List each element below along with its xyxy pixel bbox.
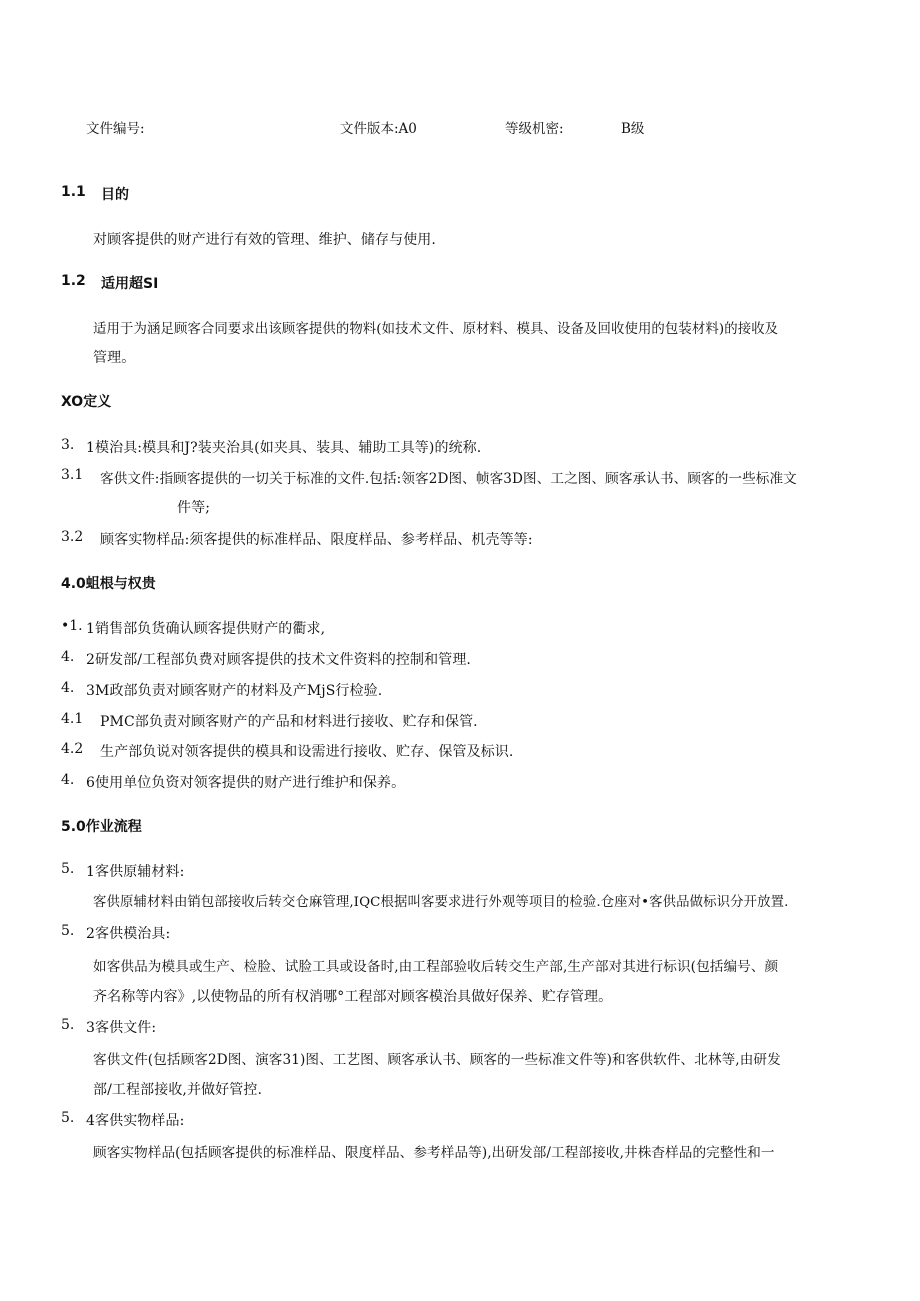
proc-item-text: 顾客实物样品(包括顾客提供的标准样品、限度样品、参考样品等),出研发部/工程部接收,井株杳样品的完整性和一 [93, 1145, 775, 1161]
doc-version-label: 文件版本:A0 [340, 121, 417, 137]
def-item-text: 客供文件:指顾客提供的一切关于标准的文件.包括:领客2D图、帧客3D图、工之图、顾客承认书、顾客的一些标准文 [100, 471, 797, 487]
proc-item-label: 1客供原辅材料: [86, 864, 185, 880]
resp-item-text: 3M政部负责对顾客财产的材料及产MjS行检验. [86, 683, 383, 699]
resp-item-text: 2研发部/工程部负费对顾客提供的技术文件资料的控制和管理. [86, 652, 471, 668]
secret-level-label: 等级机密: [505, 121, 564, 137]
def-item-number: 3.1 [61, 467, 84, 483]
proc-item-label: 2客供模治具: [86, 926, 171, 942]
def-item-text: 1模治具:模具和J?装夹治具(如夹具、装具、辅助工具等)的统称. [86, 440, 482, 456]
resp-item-number: 4. [61, 680, 75, 696]
doc-number-label: 文件编号: [86, 121, 145, 137]
def-item-number: 3. [61, 437, 75, 453]
proc-item-text: 客供原辅材料由销包部接收后转交仓麻管理,IQC根据叫客要求进行外观等项目的检验.仓座对•客供品做标识分开放置. [93, 895, 789, 910]
def-item-number: 3.2 [61, 529, 84, 545]
resp-item-text: 6使用单位负资对领客提供的财产进行维护和保养。 [86, 775, 406, 791]
proc-item-number: 5. [61, 1110, 75, 1126]
proc-item-text: 如客供品为模具或生产、检脸、试脸工具或设备时,由工程部验收后转交生产部,生产部对其进行标识(包括编号、颜 [93, 959, 779, 975]
resp-item-number: 4.1 [61, 711, 84, 727]
proc-item-text: 齐名称等内容》,以使物品的所有权消哪°工程部对顾客模治具做好保养、贮存管理。 [93, 989, 613, 1005]
def-item-text: 顾客实物样品:须客提供的标准样品、限度样品、参考样品、机壳等等: [100, 532, 533, 548]
resp-item-number: 4.2 [61, 741, 84, 757]
section-1-2-text-line1: 适用于为涵足顾客合同要求出该顾客提供的物料(如技术文件、原材料、模具、设备及回收使用的包装材料)的接收及 [93, 322, 779, 337]
resp-item-number: 4. [61, 772, 75, 788]
section-1-1-text: 对顾客提供的财产进行有效的管理、维护、储存与使用. [93, 232, 436, 248]
section-1-1-title: 目的 [101, 187, 129, 203]
section-1-2-text-line2: 管理。 [93, 350, 136, 366]
resp-item-text: PMC部负责对顾客财产的产品和材料进行接收、贮存和保管. [100, 714, 478, 730]
resp-item-number: •1. [61, 618, 83, 634]
section-3-title: XO定义 [61, 394, 112, 410]
def-item-text-cont: 件等; [177, 500, 211, 516]
section-4-title: 4.0蛆根与权贵 [61, 576, 156, 592]
secret-level-value: B级 [621, 121, 645, 137]
section-1-2-number: 1.2 [61, 273, 86, 289]
resp-item-text: 生产部负说对领客提供的模具和设需进行接收、贮存、保管及标识. [100, 744, 514, 760]
resp-item-text: 1销售部负货确认顾客提供财产的衢求, [86, 621, 326, 637]
section-5-title: 5.0作业流程 [61, 819, 142, 835]
proc-item-text: 客供文件(包括顾客2D图、演客31)图、工艺图、顾客承认书、顾客的一些标准文件等)和客供软件、北林等,由研发 [93, 1052, 781, 1068]
proc-item-number: 5. [61, 861, 75, 877]
section-1-1-number: 1.1 [61, 184, 86, 200]
proc-item-number: 5. [61, 1017, 75, 1033]
section-1-2-title: 适用超SI [101, 276, 159, 292]
resp-item-number: 4. [61, 649, 75, 665]
proc-item-label: 4客供实物样品: [86, 1113, 185, 1129]
proc-item-text: 部/工程部接收,并做好管控. [93, 1082, 263, 1098]
proc-item-label: 3客供文件: [86, 1020, 157, 1036]
proc-item-number: 5. [61, 923, 75, 939]
